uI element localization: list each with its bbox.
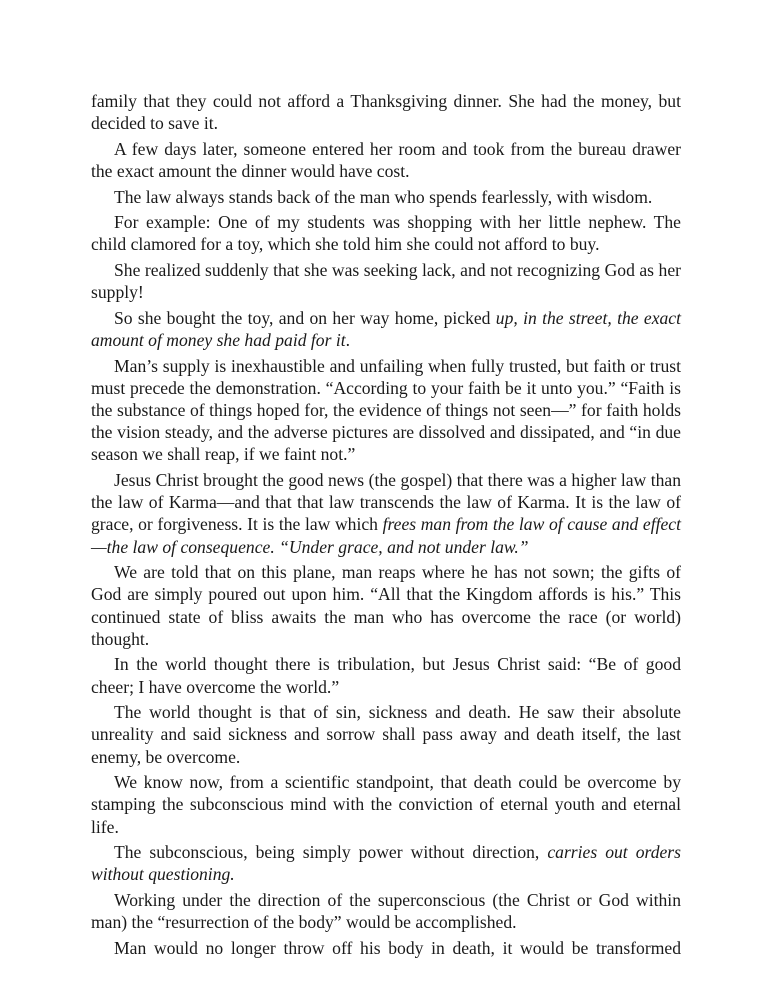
text-run: For example: One of my students was shopping with her little nephew. The child clamored for a toy, which she told him she could not afford to buy. (91, 212, 681, 255)
paragraph (91, 889, 681, 933)
paragraph (91, 771, 681, 838)
italic-text-run: frees man from the law of cause and effect—the law of consequence. “Under grace, and not under law.” (91, 514, 681, 557)
paragraph (91, 90, 681, 134)
paragraph (91, 307, 681, 351)
text-run: Man’s supply is inexhaustible and unfailing when fully trusted, but faith or trust must precede the demonstration. “According to your faith be it unto you.” “Faith is the substance of things hoped for, the evidence of things not seen—” for faith holds the vision steady, and the adverse pictures are dissolved and dissipated, and “in due season we shall reap, if we faint not.” (91, 355, 681, 465)
text-run: She realized suddenly that she was seeking lack, and not recognizing God as her supply! (91, 259, 681, 303)
paragraph (91, 186, 681, 208)
book-page-text (91, 90, 681, 962)
text-run: A few days later, someone entered her room and took from the bureau drawer the exact amount the dinner would have cost. (91, 138, 681, 181)
text-run: family that they could not afford a Thanksgiving dinner. She had the money, but decided to save it. (91, 91, 681, 134)
paragraph (91, 469, 681, 558)
text-run: The world thought is that of sin, sickness and death. He saw their absolute unreality and said sickness and sorrow shall pass away and death itself, the last enemy, be overcome. (91, 702, 681, 767)
text-run: The subconscious, being simply power without direction, (114, 842, 548, 863)
text-run: Man would no longer throw off his body in death, it would be transformed (114, 937, 681, 958)
text-run: So she bought the toy, and on her way home, picked (114, 307, 496, 328)
paragraph (91, 841, 681, 885)
text-run: . (345, 329, 351, 350)
paragraph (91, 355, 681, 466)
paragraph (91, 653, 681, 697)
text-run: Working under the direction of the superconscious (the Christ or God within man) the “resurrection of the body” would be accomplished. (91, 889, 681, 933)
text-run: In the world thought there is tribulation, but Jesus Christ said: “Be of good cheer; I have overcome the world.” (91, 654, 681, 697)
paragraph (91, 937, 681, 959)
text-run: We are told that on this plane, man reaps where he has not sown; the gifts of God are simply poured out upon him. “All that the Kingdom affords is his.” This continued state of bliss awaits the man who has overcome the race (or world) thought. (91, 562, 681, 649)
text-run: We know now, from a scientific standpoint, that death could be overcome by stamping the subconscious mind with the conviction of eternal youth and eternal life. (91, 772, 681, 837)
paragraph (91, 701, 681, 768)
paragraph (91, 259, 681, 303)
paragraph (91, 211, 681, 255)
paragraph (91, 561, 681, 650)
italic-text-run: carries out orders without questioning. (91, 842, 681, 885)
paragraph (91, 138, 681, 182)
italic-text-run: up, in the street, the exact amount of money she had paid for it (91, 307, 681, 350)
text-run: Jesus Christ brought the good news (the gospel) that there was a higher law than the law of Karma—and that that law transcends the law of Karma. It is the law of grace, or forgiveness. It is the law which (91, 469, 681, 535)
text-run: The law always stands back of the man who spends fearlessly, with wisdom. (114, 186, 653, 207)
